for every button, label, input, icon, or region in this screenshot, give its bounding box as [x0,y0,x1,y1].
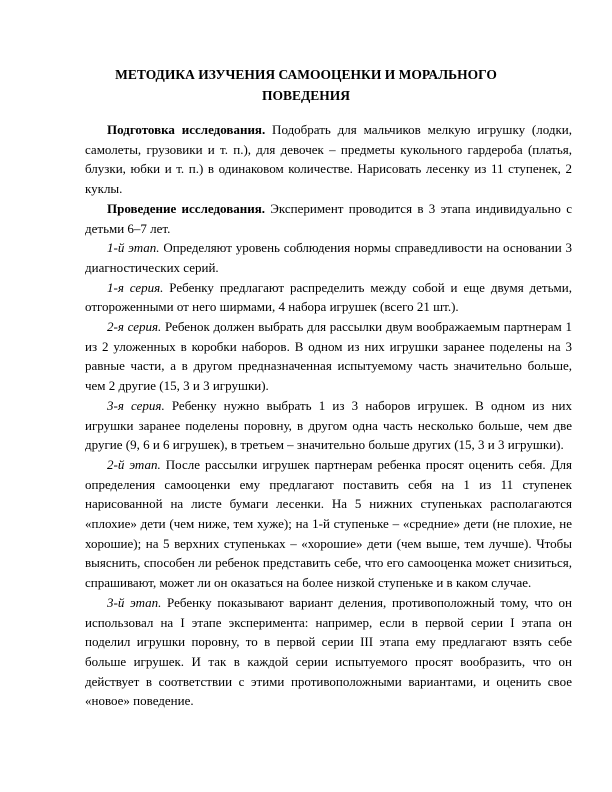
paragraph-stage-1 [85,238,572,277]
paragraph-label: 3-й этап. [107,594,162,610]
paragraph-label: 1-я серия. [107,279,164,295]
paragraph-label: 1-й этап. [107,240,160,256]
paragraph-series-1 [85,278,572,317]
paragraph-text: После рассылки игрушек партнерам ребенка просят оценить себя. Для определения самооценки ему предлагают поставить себя на 1 из 11 ступенек нарисованной на листе бумаги лесенки. На 5 нижних ступеньках располагаются «плохие» дети (чем ниже, тем хуже); на 1-й ступеньке – «средние» дети (не плохие, не хорошие); на 5 верхних ступеньках – «хорошие» дети (чем выше, тем лучше). Чтобы выяснить, способен ли ребенок представить себе, что его самооценка может снизиться, спрашивают, может ли он оказаться на более низкой ступеньке и в каком случае. [85,456,572,591]
paragraph-text: Ребенку показывают вариант деления, противоположный тому, что он использовал на I этапе эксперимента: например, если в первой серии I этапа он поделил игрушки поровну, то в первой серии III этапа ему предлагают взять себе больше игрушек. И так в каждой серии испытуемого просят вообразить, что он действует в соответствии с этими противоположными вариантами, и оценить свое «новое» поведение. [85,594,573,709]
paragraph-series-3 [85,396,572,455]
paragraph-label: 3-я серия. [107,397,165,413]
paragraph-label: Проведение исследования. [107,200,265,216]
paragraph-text: Определяют уровень соблюдения нормы справедливости на основании 3 диагностических серий. [85,240,572,275]
paragraph-series-2 [85,317,572,396]
document-body [85,120,572,711]
paragraph-conduct [85,199,572,238]
paragraph-label: 2-й этап. [107,456,161,472]
paragraph-text: Подобрать для мальчиков мелкую игрушку (лодки, самолеты, грузовики и т. п.), для девочек – предметы кукольного гардероба (платья, блузки, юбки и т. п.) в одинаковом количестве. Нарисовать лесенку из 11 ступенек, 2 куклы. [85,122,572,197]
paragraph-stage-2 [85,455,572,593]
page-title: МЕТОДИКА ИЗУЧЕНИЯ САМООЦЕНКИ И МОРАЛЬНОГО ПОВЕДЕНИЯ [115,67,497,103]
paragraph-label: 2-я серия. [107,319,162,335]
paragraph-text: Ребенок должен выбрать для рассылки двум воображаемым партнерам 1 из 2 уложенных в коробки наборов. В одном из них игрушки заранее поделены на 3 равные части, а в другом предназначенная испытуемому часть значительно больше, чем 2 другие (15, 3 и 3 игрушки). [85,319,572,394]
paragraph-label: Подготовка исследования. [107,122,266,137]
paragraph-text: Ребенку нужно выбрать 1 из 3 наборов игрушек. В одном из них игрушки заранее поделены поровну, в другом одна часть несколько больше, чем две другие (9, 6 и 6 игрушек), в третьем – значительно больше других (15, 3 и 3 игрушки). [85,397,572,453]
paragraph-text: Ребенку предлагают распределить между собой и еще двумя детьми, отгороженными от него ширмами, 4 набора игрушек (всего 21 шт.). [85,279,572,315]
paragraph-preparation [85,120,572,199]
paragraph-text: Эксперимент проводится в 3 этапа индивидуально с детьми 6–7 лет. [85,200,572,236]
paragraph-stage-3 [85,593,572,711]
